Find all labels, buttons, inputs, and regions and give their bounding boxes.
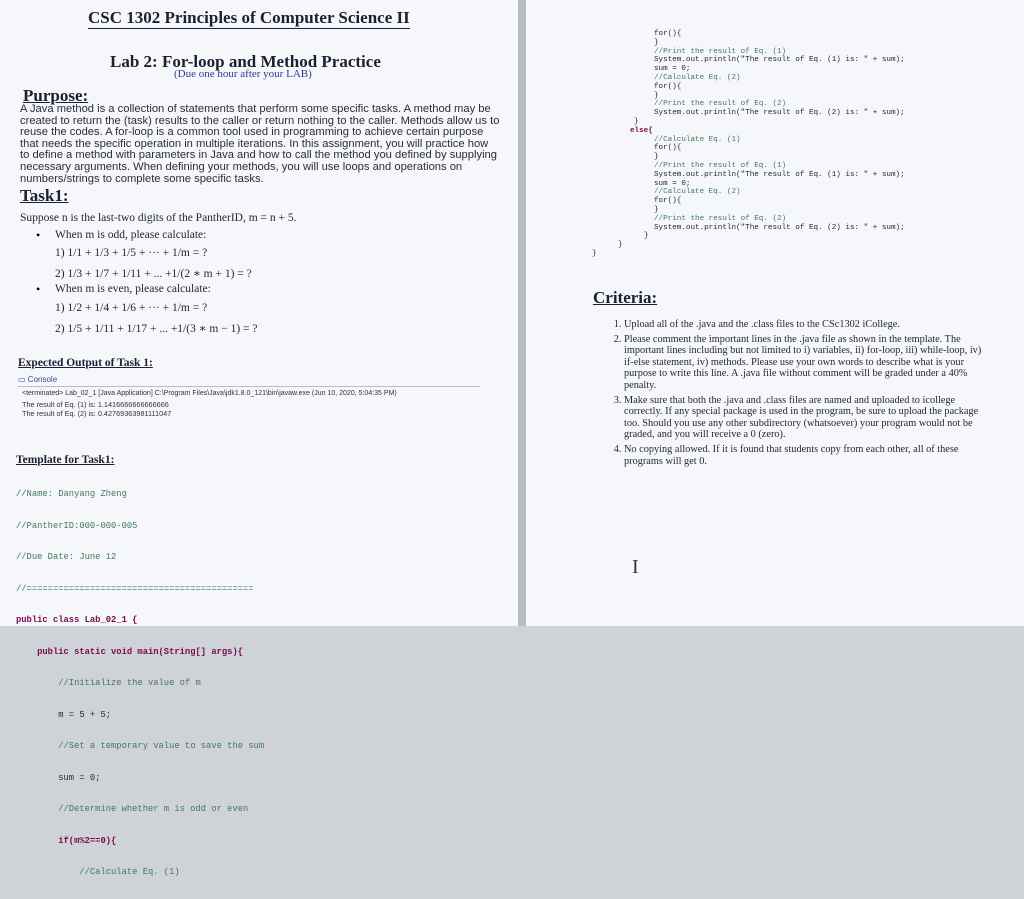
purpose-line: necessary arguments. When defining your methods, you will use loops and operations on — [20, 160, 463, 173]
code-line: //Calculate Eq. (2) — [654, 73, 741, 82]
code-line: //Print the result of Eq. (1) — [654, 161, 787, 170]
code-line: else{ — [630, 126, 653, 135]
code-line: //Determine whether m is odd or even — [16, 804, 249, 814]
code-line: System.out.println("The result of Eq. (2) is: " + sum); — [654, 109, 905, 118]
right-code-block — [592, 30, 905, 259]
code-line: //PantherID:000-000-005 — [16, 520, 138, 531]
template-code-block — [16, 468, 264, 899]
expected-output-heading: Expected Output of Task 1: — [18, 357, 153, 369]
purpose-line: created to return the (task) results to the caller or return nothing to the caller. Methods allow us to — [20, 114, 500, 127]
due-note: (Due one hour after your LAB) — [174, 68, 312, 80]
code-line: //Calculate Eq. (1) — [16, 867, 180, 877]
criteria-item: 3. Make sure that both the .java and .class files are named and uploaded to icollege correctly. If any special package is used in the program, be sure to upload the package too. Should you use any other subdirectory (whatsoever) your program would not be graded, and you will receive a 0 (zero). — [624, 395, 988, 441]
task1-intro: Suppose n is the last-two digits of the PantherID, m = n + 5. — [20, 212, 297, 224]
code-line: sum = 0; — [654, 179, 691, 188]
purpose-paragraph — [20, 104, 499, 185]
template-heading: Template for Task1: — [16, 454, 115, 466]
code-line: } — [618, 241, 623, 250]
code-line: //Due Date: June 12 — [16, 552, 117, 562]
criteria-heading: Criteria: — [593, 288, 658, 307]
purpose-line: reuse the codes. A for-loop is a common tool used in programming to achieve certain purpose — [20, 126, 484, 139]
console-icon: ▭ — [18, 375, 26, 384]
code-line: for(){ — [654, 197, 682, 206]
console-output-1: The result of Eq. (1) is: 1.1416666666666666 — [22, 400, 169, 409]
code-line: if(m%2==0){ — [16, 835, 117, 846]
code-line: for(){ — [654, 82, 682, 91]
code-line: for(){ — [654, 30, 682, 38]
code-line: System.out.println("The result of Eq. (1) is: " + sum); — [654, 56, 905, 65]
code-line: } — [634, 117, 639, 126]
code-line: //Print the result of Eq. (2) — [654, 214, 787, 223]
lab-title: Lab 2: For-loop and Method Practice — [110, 52, 381, 71]
code-line: //Print the result of Eq. (1) — [654, 47, 787, 56]
odd-equation-2: 2) 1/3 + 1/7 + 1/11 + ... +1/(2 ∗ m + 1) = ? — [55, 268, 252, 280]
even-equation-1: 1) 1/2 + 1/4 + 1/6 + ··· + 1/m = ? — [55, 302, 208, 314]
even-equation-2: 2) 1/5 + 1/11 + 1/17 + ... +1/(3 ∗ m − 1) = ? — [55, 323, 258, 335]
criteria-item: 4. No copying allowed. If it is found that students copy from each other, all of these programs will get 0. — [624, 444, 988, 467]
bullet: • — [36, 228, 41, 242]
purpose-line: to define a method with parameters in Java and how to call the method you defined by supplying — [20, 149, 498, 162]
code-line: } — [654, 205, 659, 214]
code-line: for(){ — [654, 144, 682, 153]
code-line: } — [592, 249, 597, 258]
purpose-heading: Purpose: — [23, 86, 89, 105]
console-divider — [18, 386, 480, 387]
console-output-2: The result of Eq. (2) is: 0.42769363981111047 — [22, 409, 172, 418]
text-cursor-icon: I — [632, 556, 639, 578]
console-label: Console — [27, 375, 58, 384]
purpose-line: numbers/strings to complete some specific tasks. — [20, 172, 264, 185]
code-line: //Print the result of Eq. (2) — [654, 100, 787, 109]
code-line: //Calculate Eq. (2) — [654, 188, 741, 197]
code-line: public static void main(String[] args){ — [16, 646, 243, 657]
code-line: m = 5 + 5; — [16, 709, 112, 720]
code-line: //Name: Danyang Zheng — [16, 489, 127, 499]
purpose-line: A Java method is a collection of statements that perform some specific tasks. A method may be — [20, 103, 491, 115]
code-line: //Initialize the value of m — [16, 678, 201, 688]
odd-equation-1: 1) 1/1 + 1/3 + 1/5 + ··· + 1/m = ? — [55, 247, 208, 259]
course-title: CSC 1302 Principles of Computer Science II — [88, 8, 410, 27]
document-page-right — [526, 0, 1024, 626]
document-page-left — [0, 0, 518, 877]
even-label: When m is even, please calculate: — [55, 283, 211, 295]
code-line: //=========================================== — [16, 583, 254, 594]
console-terminated-line: <terminated> Lab_02_1 [Java Application] C:\Program Files\Java\jdk1.8.0_121\bin\javaw.exe (Jun 10, 2020, 5:04:35 PM) — [22, 390, 397, 397]
code-line: } — [644, 232, 649, 241]
console-tab[interactable] — [18, 375, 57, 384]
code-line: } — [654, 38, 659, 47]
code-line: } — [654, 153, 659, 162]
purpose-line: that needs the specific operation in multiple iterations. In this assignment, you will practice how — [20, 137, 489, 150]
bullet: • — [36, 282, 41, 296]
code-line: sum = 0; — [654, 65, 691, 74]
criteria-item: 2. Please comment the important lines in the .java file as shown in the template. The important lines including but not limited to i) variables, ii) for-loop, iii) while-loop, iv) if-else statement, iv) methods. Please use your own words to describe what is your purpose to write this line. A .java file without comment will be graded under a 40% penalty. — [624, 334, 988, 392]
page-gap — [518, 0, 526, 626]
code-line: //Set a temporary value to save the sum — [16, 741, 265, 751]
task1-heading: Task1: — [20, 186, 69, 205]
code-line: System.out.println("The result of Eq. (1) is: " + sum); — [654, 170, 905, 179]
code-line: //Calculate Eq. (1) — [654, 135, 741, 144]
code-line: sum = 0; — [16, 772, 101, 783]
code-line: public class Lab_02_1 { — [16, 615, 138, 625]
odd-label: When m is odd, please calculate: — [55, 229, 207, 241]
code-line: } — [654, 91, 659, 100]
criteria-list — [596, 319, 988, 470]
criteria-item: 1. Upload all of the .java and the .class files to the CSc1302 iCollege. — [624, 319, 988, 331]
code-line: System.out.println("The result of Eq. (2) is: " + sum); — [654, 223, 905, 232]
